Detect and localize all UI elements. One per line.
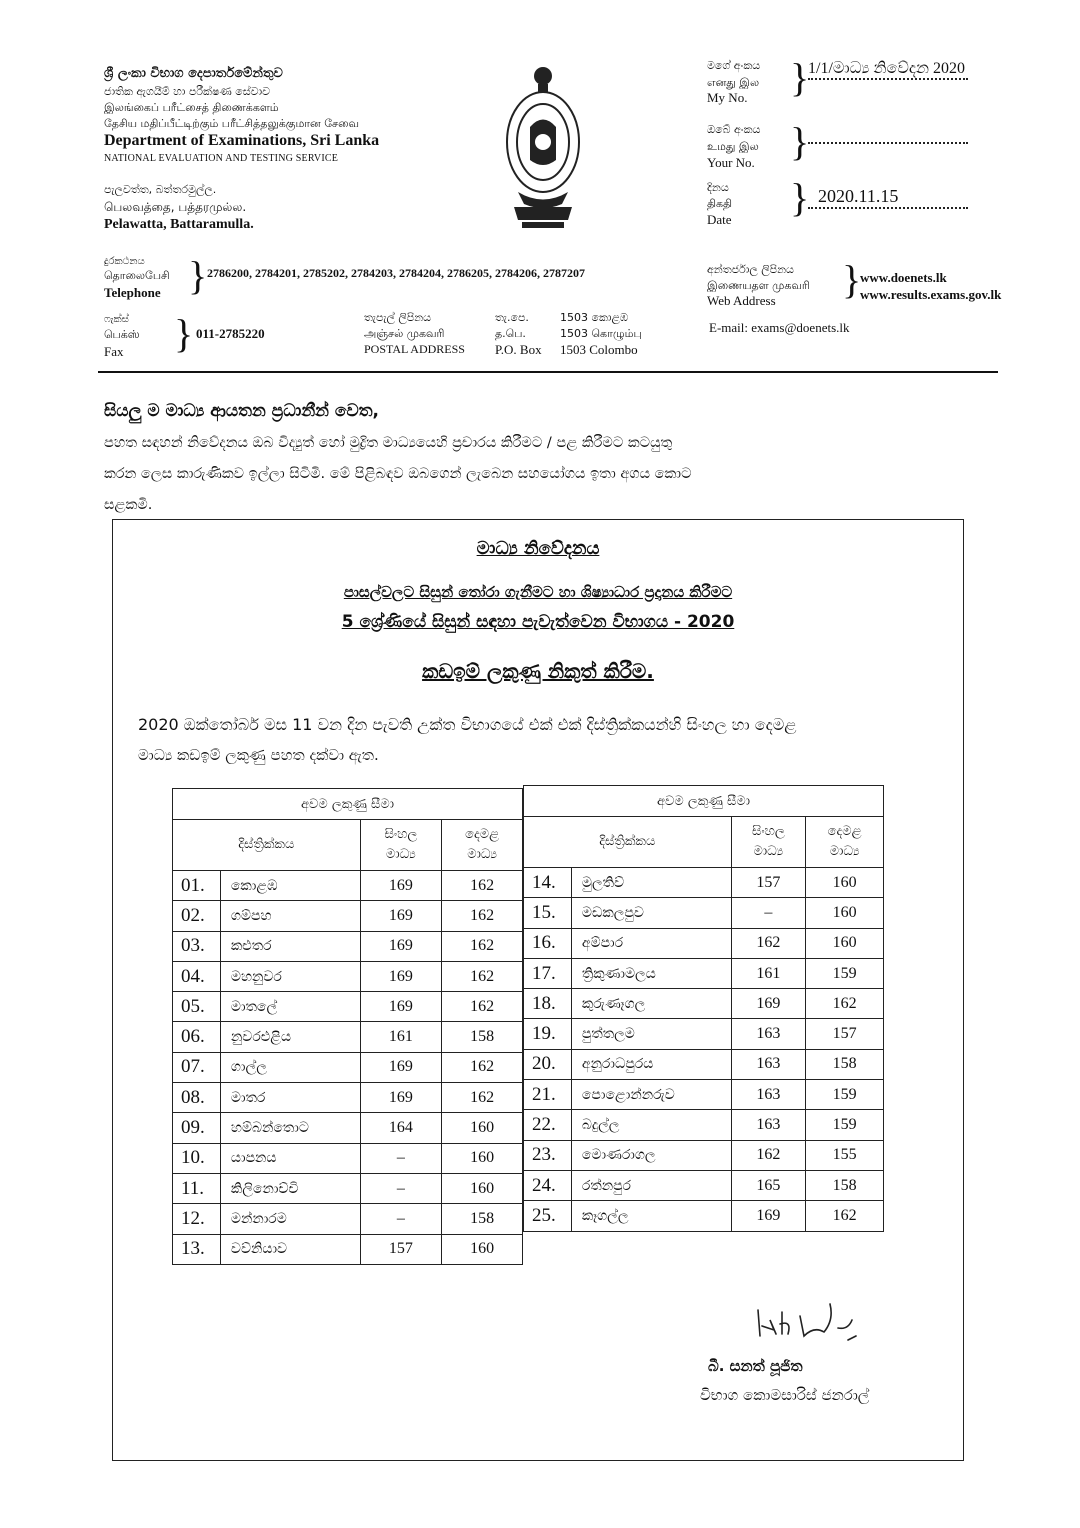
sri-lanka-emblem-icon bbox=[500, 62, 586, 242]
tamil-medium-cutoff: 162 bbox=[442, 1083, 523, 1113]
tamil-medium-cutoff: 162 bbox=[442, 871, 523, 901]
tel-label-english: Telephone bbox=[104, 285, 161, 300]
my-no-label-english: My No. bbox=[707, 90, 748, 105]
table-row bbox=[173, 1022, 523, 1052]
row-number: 02. bbox=[173, 901, 221, 931]
your-no-label-sinhala: ඔබේ අංකය bbox=[707, 123, 761, 136]
sinhala-medium-cutoff: 163 bbox=[731, 1080, 806, 1110]
district-name: ත්‍රිකුණාමලය bbox=[571, 958, 731, 988]
signatory-name: බී. සනත් පූජිත bbox=[708, 1357, 803, 1375]
row-number: 21. bbox=[524, 1080, 572, 1110]
sinhala-medium-cutoff: 163 bbox=[731, 1110, 806, 1140]
web-address-1[interactable]: www.doenets.lk bbox=[860, 270, 947, 285]
tamil-medium-cutoff: 160 bbox=[806, 928, 884, 958]
fax-label-tamil: பெக்ஸ் bbox=[104, 328, 140, 341]
row-number: 03. bbox=[173, 931, 221, 961]
notice-title: මාධ්‍ය නිවේදනය bbox=[476, 538, 600, 559]
tamil-medium-cutoff: 160 bbox=[442, 1173, 523, 1203]
district-name: මඩකලපුව bbox=[571, 898, 731, 928]
pobox-label-english: P.O. Box bbox=[495, 342, 542, 357]
sinhala-medium-cutoff: – bbox=[360, 1173, 442, 1203]
district-name: කුරුණෑගල bbox=[571, 989, 731, 1019]
row-number: 14. bbox=[524, 868, 572, 898]
table-row bbox=[173, 1113, 523, 1143]
row-number: 07. bbox=[173, 1052, 221, 1082]
district-name: මන්නාරම bbox=[220, 1204, 360, 1234]
sinhala-medium-cutoff: 169 bbox=[360, 871, 442, 901]
table-row bbox=[173, 961, 523, 991]
letter-line-1: පහත සඳහන් නිවේදනය ඔබ විද්‍යුත් හෝ මුද්‍රිත මාධ්‍යයෙහි ප්‍රචාරය කිරීමට / පළ කිරීමට කටයුතු bbox=[104, 435, 673, 451]
column-header-district: දිස්ත්‍රික්කය bbox=[173, 820, 361, 871]
district-name: හම්බන්තොට bbox=[220, 1113, 360, 1143]
my-no-value: 1/1/මාධ්‍ය නිවේදන 2020 bbox=[808, 60, 968, 80]
notice-heading: කඩඉම් ලකුණු නිකුත් කිරීම. bbox=[422, 659, 654, 683]
web-label-english: Web Address bbox=[707, 293, 776, 308]
date-label-english: Date bbox=[707, 212, 732, 227]
your-no-blank bbox=[808, 128, 968, 144]
table-row bbox=[173, 1052, 523, 1082]
brace: } bbox=[790, 119, 810, 164]
tamil-medium-cutoff: 158 bbox=[806, 1049, 884, 1079]
table-row bbox=[173, 931, 523, 961]
row-number: 23. bbox=[524, 1140, 572, 1170]
tamil-medium-cutoff: 160 bbox=[806, 898, 884, 928]
row-number: 18. bbox=[524, 989, 572, 1019]
postal-label-sinhala: තැපැල් ලිපිනය bbox=[364, 311, 432, 324]
table-row bbox=[524, 1170, 884, 1200]
tamil-medium-cutoff: 158 bbox=[442, 1204, 523, 1234]
district-name: ගාල්ල bbox=[220, 1052, 360, 1082]
pobox-label-sinhala: තැ.පෙ. bbox=[495, 311, 529, 324]
tamil-medium-cutoff: 157 bbox=[806, 1019, 884, 1049]
address-sinhala: පැලවත්ත, බත්තරමුල්ල. bbox=[104, 183, 217, 196]
notice-paragraph-line-2: මාධ්‍ය කඩඉම් ලකුණු පහත දක්වා ඇත. bbox=[138, 746, 379, 764]
column-header-tamil: දෙමළ මාධ්‍ය bbox=[442, 820, 523, 871]
row-number: 22. bbox=[524, 1110, 572, 1140]
table-row bbox=[524, 958, 884, 988]
my-no-label-tamil: எனது இல bbox=[707, 76, 760, 89]
column-header-sinhala: සිංහල මාධ්‍ය bbox=[360, 820, 442, 871]
district-name: කිලිනොච්චි bbox=[220, 1173, 360, 1203]
table-row bbox=[524, 1110, 884, 1140]
notice-subtitle-2: 5 ශ්‍රේණියේ සිසුන් සඳහා පැවැත්වෙන විභාගය - 2020 bbox=[341, 612, 735, 632]
row-number: 09. bbox=[173, 1113, 221, 1143]
row-number: 10. bbox=[173, 1143, 221, 1173]
district-name: අනුරාධපුරය bbox=[571, 1049, 731, 1079]
sinhala-medium-cutoff: 157 bbox=[731, 868, 806, 898]
letter-line-2: කරන ලෙස කාරුණිකව ඉල්ලා සිටිමි. මේ පිළිබඳව ඔබගෙන් ලැබෙන සහයෝගය ඉතා අගය කොට bbox=[104, 466, 692, 482]
row-number: 13. bbox=[173, 1234, 221, 1264]
web-address-2[interactable]: www.results.exams.gov.lk bbox=[860, 287, 1002, 302]
table-row bbox=[173, 1083, 523, 1113]
sinhala-medium-cutoff: 165 bbox=[731, 1170, 806, 1200]
table-row bbox=[173, 1204, 523, 1234]
district-name: කළුතර bbox=[220, 931, 360, 961]
district-name: නුවරඑළිය bbox=[220, 1022, 360, 1052]
table-row bbox=[173, 871, 523, 901]
pobox-value-sinhala: 1503 කොළඹ bbox=[560, 311, 629, 324]
district-name: යාපනය bbox=[220, 1143, 360, 1173]
notice-paragraph-line-1: 2020 ඔක්තෝබර් මස 11 වන දින පැවති උක්ත විභාගයේ එක් එක් දිස්ත්‍රික්කයන්හි සිංහල හා දෙමළ bbox=[138, 715, 797, 734]
row-number: 06. bbox=[173, 1022, 221, 1052]
district-name: වව්නියාව bbox=[220, 1234, 360, 1264]
table-row bbox=[524, 928, 884, 958]
district-name: ගම්පහ bbox=[220, 901, 360, 931]
row-number: 11. bbox=[173, 1173, 221, 1203]
postal-label-tamil: அஞ்சல் முகவரி bbox=[364, 327, 445, 340]
sinhala-medium-cutoff: 169 bbox=[360, 961, 442, 991]
sinhala-medium-cutoff: – bbox=[360, 1204, 442, 1234]
sinhala-medium-cutoff: 163 bbox=[731, 1019, 806, 1049]
brace: } bbox=[790, 55, 810, 100]
sinhala-medium-cutoff: 169 bbox=[360, 1052, 442, 1082]
sinhala-medium-cutoff: 157 bbox=[360, 1234, 442, 1264]
sinhala-medium-cutoff: – bbox=[360, 1143, 442, 1173]
org-subname-sinhala: ජාතික ඇගයීම් හා පරීක්ෂණ සේවාව bbox=[104, 85, 271, 98]
sinhala-medium-cutoff: 163 bbox=[731, 1049, 806, 1079]
header-divider bbox=[98, 371, 998, 373]
email[interactable]: E-mail: exams@doenets.lk bbox=[709, 320, 850, 335]
tamil-medium-cutoff: 162 bbox=[442, 992, 523, 1022]
tamil-medium-cutoff: 158 bbox=[806, 1170, 884, 1200]
row-number: 17. bbox=[524, 958, 572, 988]
signatory-title: විභාග කොමසාරිස් ජනරාල් bbox=[700, 1386, 870, 1404]
district-name: රත්නපුර bbox=[571, 1170, 731, 1200]
sinhala-medium-cutoff: 169 bbox=[360, 992, 442, 1022]
tamil-medium-cutoff: 159 bbox=[806, 1110, 884, 1140]
table-row bbox=[524, 898, 884, 928]
brace: } bbox=[790, 175, 810, 220]
sinhala-medium-cutoff: 162 bbox=[731, 1140, 806, 1170]
district-name: මාතර bbox=[220, 1083, 360, 1113]
tamil-medium-cutoff: 160 bbox=[442, 1234, 523, 1264]
brace: } bbox=[842, 257, 862, 302]
tamil-medium-cutoff: 162 bbox=[806, 989, 884, 1019]
date-label-tamil: திகதி bbox=[707, 197, 733, 210]
address-tamil: பெலவத்தை, பத்தரமுல்ல. bbox=[104, 200, 247, 214]
district-name: මාතලේ bbox=[220, 992, 360, 1022]
row-number: 05. bbox=[173, 992, 221, 1022]
row-number: 04. bbox=[173, 961, 221, 991]
district-name: මොණරාගල bbox=[571, 1140, 731, 1170]
fax-number: 011-2785220 bbox=[196, 326, 265, 341]
tamil-medium-cutoff: 158 bbox=[442, 1022, 523, 1052]
fax-label-english: Fax bbox=[104, 344, 124, 359]
table-row bbox=[173, 992, 523, 1022]
sinhala-medium-cutoff: 169 bbox=[360, 1083, 442, 1113]
address-english: Pelawatta, Battaramulla. bbox=[104, 217, 254, 232]
sinhala-medium-cutoff: 169 bbox=[360, 901, 442, 931]
tamil-medium-cutoff: 160 bbox=[442, 1113, 523, 1143]
brace: } bbox=[188, 253, 208, 298]
district-name: අම්පාර bbox=[571, 928, 731, 958]
sinhala-medium-cutoff: 169 bbox=[731, 1201, 806, 1231]
tamil-medium-cutoff: 155 bbox=[806, 1140, 884, 1170]
brace: } bbox=[174, 311, 194, 356]
row-number: 16. bbox=[524, 928, 572, 958]
sinhala-medium-cutoff: 162 bbox=[731, 928, 806, 958]
tel-label-tamil: தொலைபேசி bbox=[104, 269, 170, 282]
org-name-tamil: இலங்கைப் பரீட்சைத் திணைக்களம் bbox=[104, 101, 279, 114]
table-row bbox=[524, 868, 884, 898]
sinhala-medium-cutoff: 169 bbox=[360, 931, 442, 961]
cutoff-table-left bbox=[172, 788, 523, 1265]
tamil-medium-cutoff: 162 bbox=[442, 961, 523, 991]
table-row bbox=[524, 1049, 884, 1079]
district-name: මුලතිව් bbox=[571, 868, 731, 898]
row-number: 01. bbox=[173, 871, 221, 901]
district-name: පොළොන්නරුව bbox=[571, 1080, 731, 1110]
web-label-sinhala: අන්තර්ජාල ලිපිනය bbox=[707, 263, 794, 276]
table-row bbox=[524, 1140, 884, 1170]
pobox-value-tamil: 1503 கொழும்பு bbox=[560, 327, 642, 340]
web-label-tamil: இணையதள முகவரி bbox=[707, 279, 810, 292]
row-number: 20. bbox=[524, 1049, 572, 1079]
tamil-medium-cutoff: 159 bbox=[806, 1080, 884, 1110]
tamil-medium-cutoff: 159 bbox=[806, 958, 884, 988]
tel-numbers: 2786200, 2784201, 2785202, 2784203, 2784204, 2786205, 2784206, 2787207 bbox=[207, 266, 585, 280]
tamil-medium-cutoff: 162 bbox=[806, 1201, 884, 1231]
tamil-medium-cutoff: 162 bbox=[442, 931, 523, 961]
table-row bbox=[173, 1234, 523, 1264]
row-number: 24. bbox=[524, 1170, 572, 1200]
cutoff-table-right bbox=[523, 785, 884, 1232]
district-name: කොළඹ bbox=[220, 871, 360, 901]
sinhala-medium-cutoff: 161 bbox=[731, 958, 806, 988]
postal-label-english: POSTAL ADDRESS bbox=[364, 342, 465, 356]
group-header: අවම ලකුණු සීමා bbox=[173, 789, 523, 820]
org-subname-english: NATIONAL EVALUATION AND TESTING SERVICE bbox=[104, 153, 339, 164]
date-label-sinhala: දිනය bbox=[707, 181, 729, 194]
district-name: බදුල්ල bbox=[571, 1110, 731, 1140]
tamil-medium-cutoff: 162 bbox=[442, 901, 523, 931]
table-row bbox=[524, 1019, 884, 1049]
table-row bbox=[524, 989, 884, 1019]
org-name-sinhala: ශ්‍රී ලංකා විභාග දෙපාර්තමේන්තුව bbox=[104, 66, 283, 81]
sinhala-medium-cutoff: 161 bbox=[360, 1022, 442, 1052]
pobox-label-tamil: த.பெ. bbox=[495, 327, 526, 340]
row-number: 19. bbox=[524, 1019, 572, 1049]
tel-label-sinhala: දුරකථනය bbox=[104, 256, 145, 267]
fax-label-sinhala: ෆැක්ස් bbox=[104, 314, 129, 325]
row-number: 25. bbox=[524, 1201, 572, 1231]
org-name-english: Department of Examinations, Sri Lanka bbox=[104, 132, 380, 149]
table-row bbox=[173, 1173, 523, 1203]
date-value: 2020.11.15 bbox=[808, 186, 968, 209]
tamil-medium-cutoff: 160 bbox=[806, 868, 884, 898]
table-row bbox=[524, 1080, 884, 1110]
district-name: කෑගල්ල bbox=[571, 1201, 731, 1231]
my-no-label-sinhala: මගේ අංකය bbox=[707, 59, 761, 72]
group-header: අවම ලකුණු සීමා bbox=[524, 786, 884, 817]
your-no-label-english: Your No. bbox=[707, 155, 755, 170]
notice-subtitle-1: පාසල්වලට සිසුන් තෝරා ගැනීමට හා ශිෂ්‍යාධාර ප්‍රදානය කිරීමට bbox=[343, 583, 733, 601]
sinhala-medium-cutoff: 169 bbox=[731, 989, 806, 1019]
district-name: මහනුවර bbox=[220, 961, 360, 991]
salutation: සියලු ම මාධ්‍ය ආයතන ප්‍රධානීන් වෙත, bbox=[104, 401, 379, 421]
column-header-sinhala: සිංහල මාධ්‍ය bbox=[731, 817, 806, 868]
sinhala-medium-cutoff: – bbox=[731, 898, 806, 928]
column-header-district: දිස්ත්‍රික්කය bbox=[524, 817, 732, 868]
your-no-label-tamil: உமது இல bbox=[707, 140, 759, 153]
signature-icon bbox=[752, 1290, 862, 1350]
tamil-medium-cutoff: 162 bbox=[442, 1052, 523, 1082]
column-header-tamil: දෙමළ මාධ්‍ය bbox=[806, 817, 884, 868]
tamil-medium-cutoff: 160 bbox=[442, 1143, 523, 1173]
row-number: 08. bbox=[173, 1083, 221, 1113]
row-number: 12. bbox=[173, 1204, 221, 1234]
letter-line-3: සළකමි. bbox=[104, 497, 153, 513]
org-subname-tamil: தேசிய மதிப்பீட்டிற்கும் பரீட்சித்தலுக்குமான சேவை bbox=[104, 117, 360, 130]
sinhala-medium-cutoff: 164 bbox=[360, 1113, 442, 1143]
district-name: පුත්තලම bbox=[571, 1019, 731, 1049]
table-row bbox=[524, 1201, 884, 1231]
pobox-value-english: 1503 Colombo bbox=[560, 342, 638, 357]
row-number: 15. bbox=[524, 898, 572, 928]
table-row bbox=[173, 901, 523, 931]
table-row bbox=[173, 1143, 523, 1173]
